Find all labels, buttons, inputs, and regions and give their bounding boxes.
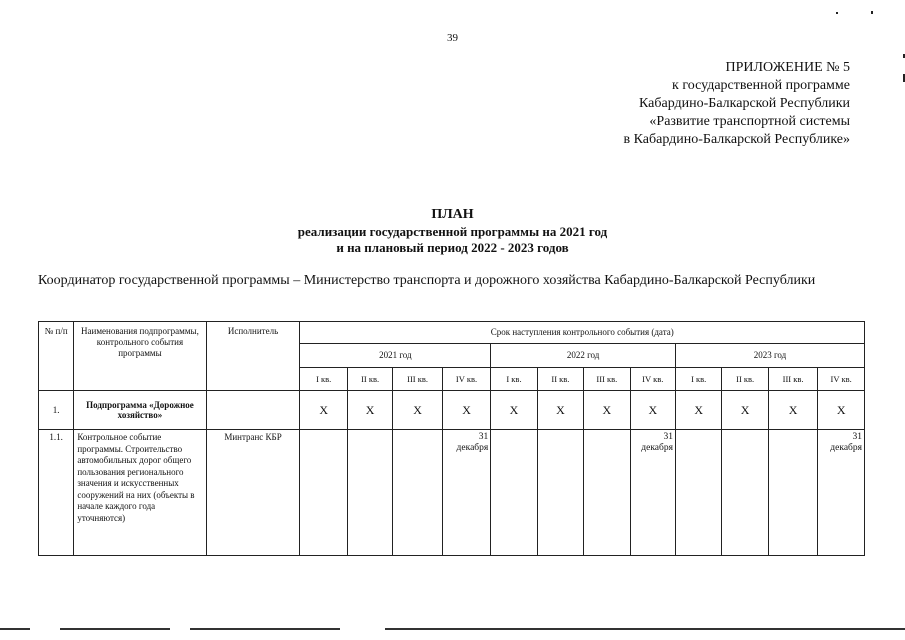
deadline-month: декабря [456, 443, 489, 453]
deadline-day: 31 [478, 432, 489, 442]
deadline-day: 31 [663, 432, 673, 442]
x-mark: X [768, 391, 817, 430]
table-row [39, 391, 865, 430]
scan-speck [836, 12, 838, 14]
row-executor: Минтранс КБР [206, 430, 300, 556]
header-year: 2021 год [300, 344, 491, 368]
x-mark: X [491, 391, 537, 430]
plan-table [38, 321, 865, 556]
header-deadline: Срок наступления контрольного события (дата) [300, 322, 865, 344]
header-quarter: I кв. [491, 368, 537, 391]
x-mark: X [675, 391, 721, 430]
header-quarter: III кв. [768, 368, 817, 391]
deadline-date [818, 430, 865, 556]
row-num: 1. [39, 391, 74, 430]
plan-title-sub2: и на плановый период 2022 - 2023 годов [336, 240, 569, 255]
appendix-line: в Кабардино-Балкарской Республике» [623, 132, 850, 147]
x-mark: X [393, 391, 442, 430]
header-quarter: IV кв. [442, 368, 490, 391]
plan-title-sub1: реализации государственной программы на 2021 год [297, 224, 608, 239]
x-mark: X [537, 391, 583, 430]
subprogram-name: Подпрограмма «Дорожное хозяйство» [74, 391, 206, 430]
deadline-date [442, 430, 490, 556]
row-num: 1.1. [39, 430, 74, 556]
row-executor [206, 391, 300, 430]
scan-edge-line [190, 628, 340, 630]
header-quarter: I кв. [675, 368, 721, 391]
deadline-day: 31 [852, 432, 862, 442]
coordinator-text: Координатор государственной программы – Министерство транспорта и дорожного хозяйства Кабардино-Балкарской Республики [38, 273, 816, 288]
x-mark: X [300, 391, 347, 430]
page-number: 39 [447, 32, 458, 44]
plan-title-main: ПЛАН [431, 207, 474, 222]
event-description: Контрольное событие программы. Строительство автомобильных дорог общего пользования регионального значения и искусственных сооружений на них (объекты в начале каждого года уточняются) [74, 430, 206, 556]
table-row [39, 430, 865, 556]
x-mark: X [442, 391, 490, 430]
header-year: 2022 год [491, 344, 676, 368]
header-quarter: II кв. [537, 368, 583, 391]
appendix-line: Кабардино-Балкарской Республики [639, 96, 850, 111]
scan-speck [871, 11, 873, 14]
header-quarter: III кв. [584, 368, 630, 391]
x-mark: X [818, 391, 865, 430]
deadline-date [630, 430, 675, 556]
x-mark: X [584, 391, 630, 430]
header-quarter: II кв. [722, 368, 768, 391]
appendix-line: к государственной программе [672, 78, 850, 93]
x-mark: X [630, 391, 675, 430]
header-num: № п/п [39, 322, 74, 391]
header-quarter: III кв. [393, 368, 442, 391]
appendix-line: «Развитие транспортной системы [649, 114, 850, 129]
header-quarter: IV кв. [630, 368, 675, 391]
appendix-header [520, 59, 850, 149]
deadline-month: декабря [830, 443, 862, 453]
header-name: Наименования подпрограммы, контрольного события программы [74, 322, 206, 391]
header-quarter: IV кв. [818, 368, 865, 391]
header-year: 2023 год [675, 344, 864, 368]
header-quarter: I кв. [300, 368, 347, 391]
scan-edge-line [60, 628, 170, 630]
header-executor: Исполнитель [206, 322, 300, 391]
scan-edge-line [385, 628, 905, 630]
scan-edge-line [0, 628, 30, 630]
deadline-month: декабря [641, 443, 673, 453]
x-mark: X [722, 391, 768, 430]
header-quarter: II кв. [347, 368, 392, 391]
plan-title [0, 206, 905, 256]
appendix-line: ПРИЛОЖЕНИЕ № 5 [725, 60, 850, 75]
x-mark: X [347, 391, 392, 430]
